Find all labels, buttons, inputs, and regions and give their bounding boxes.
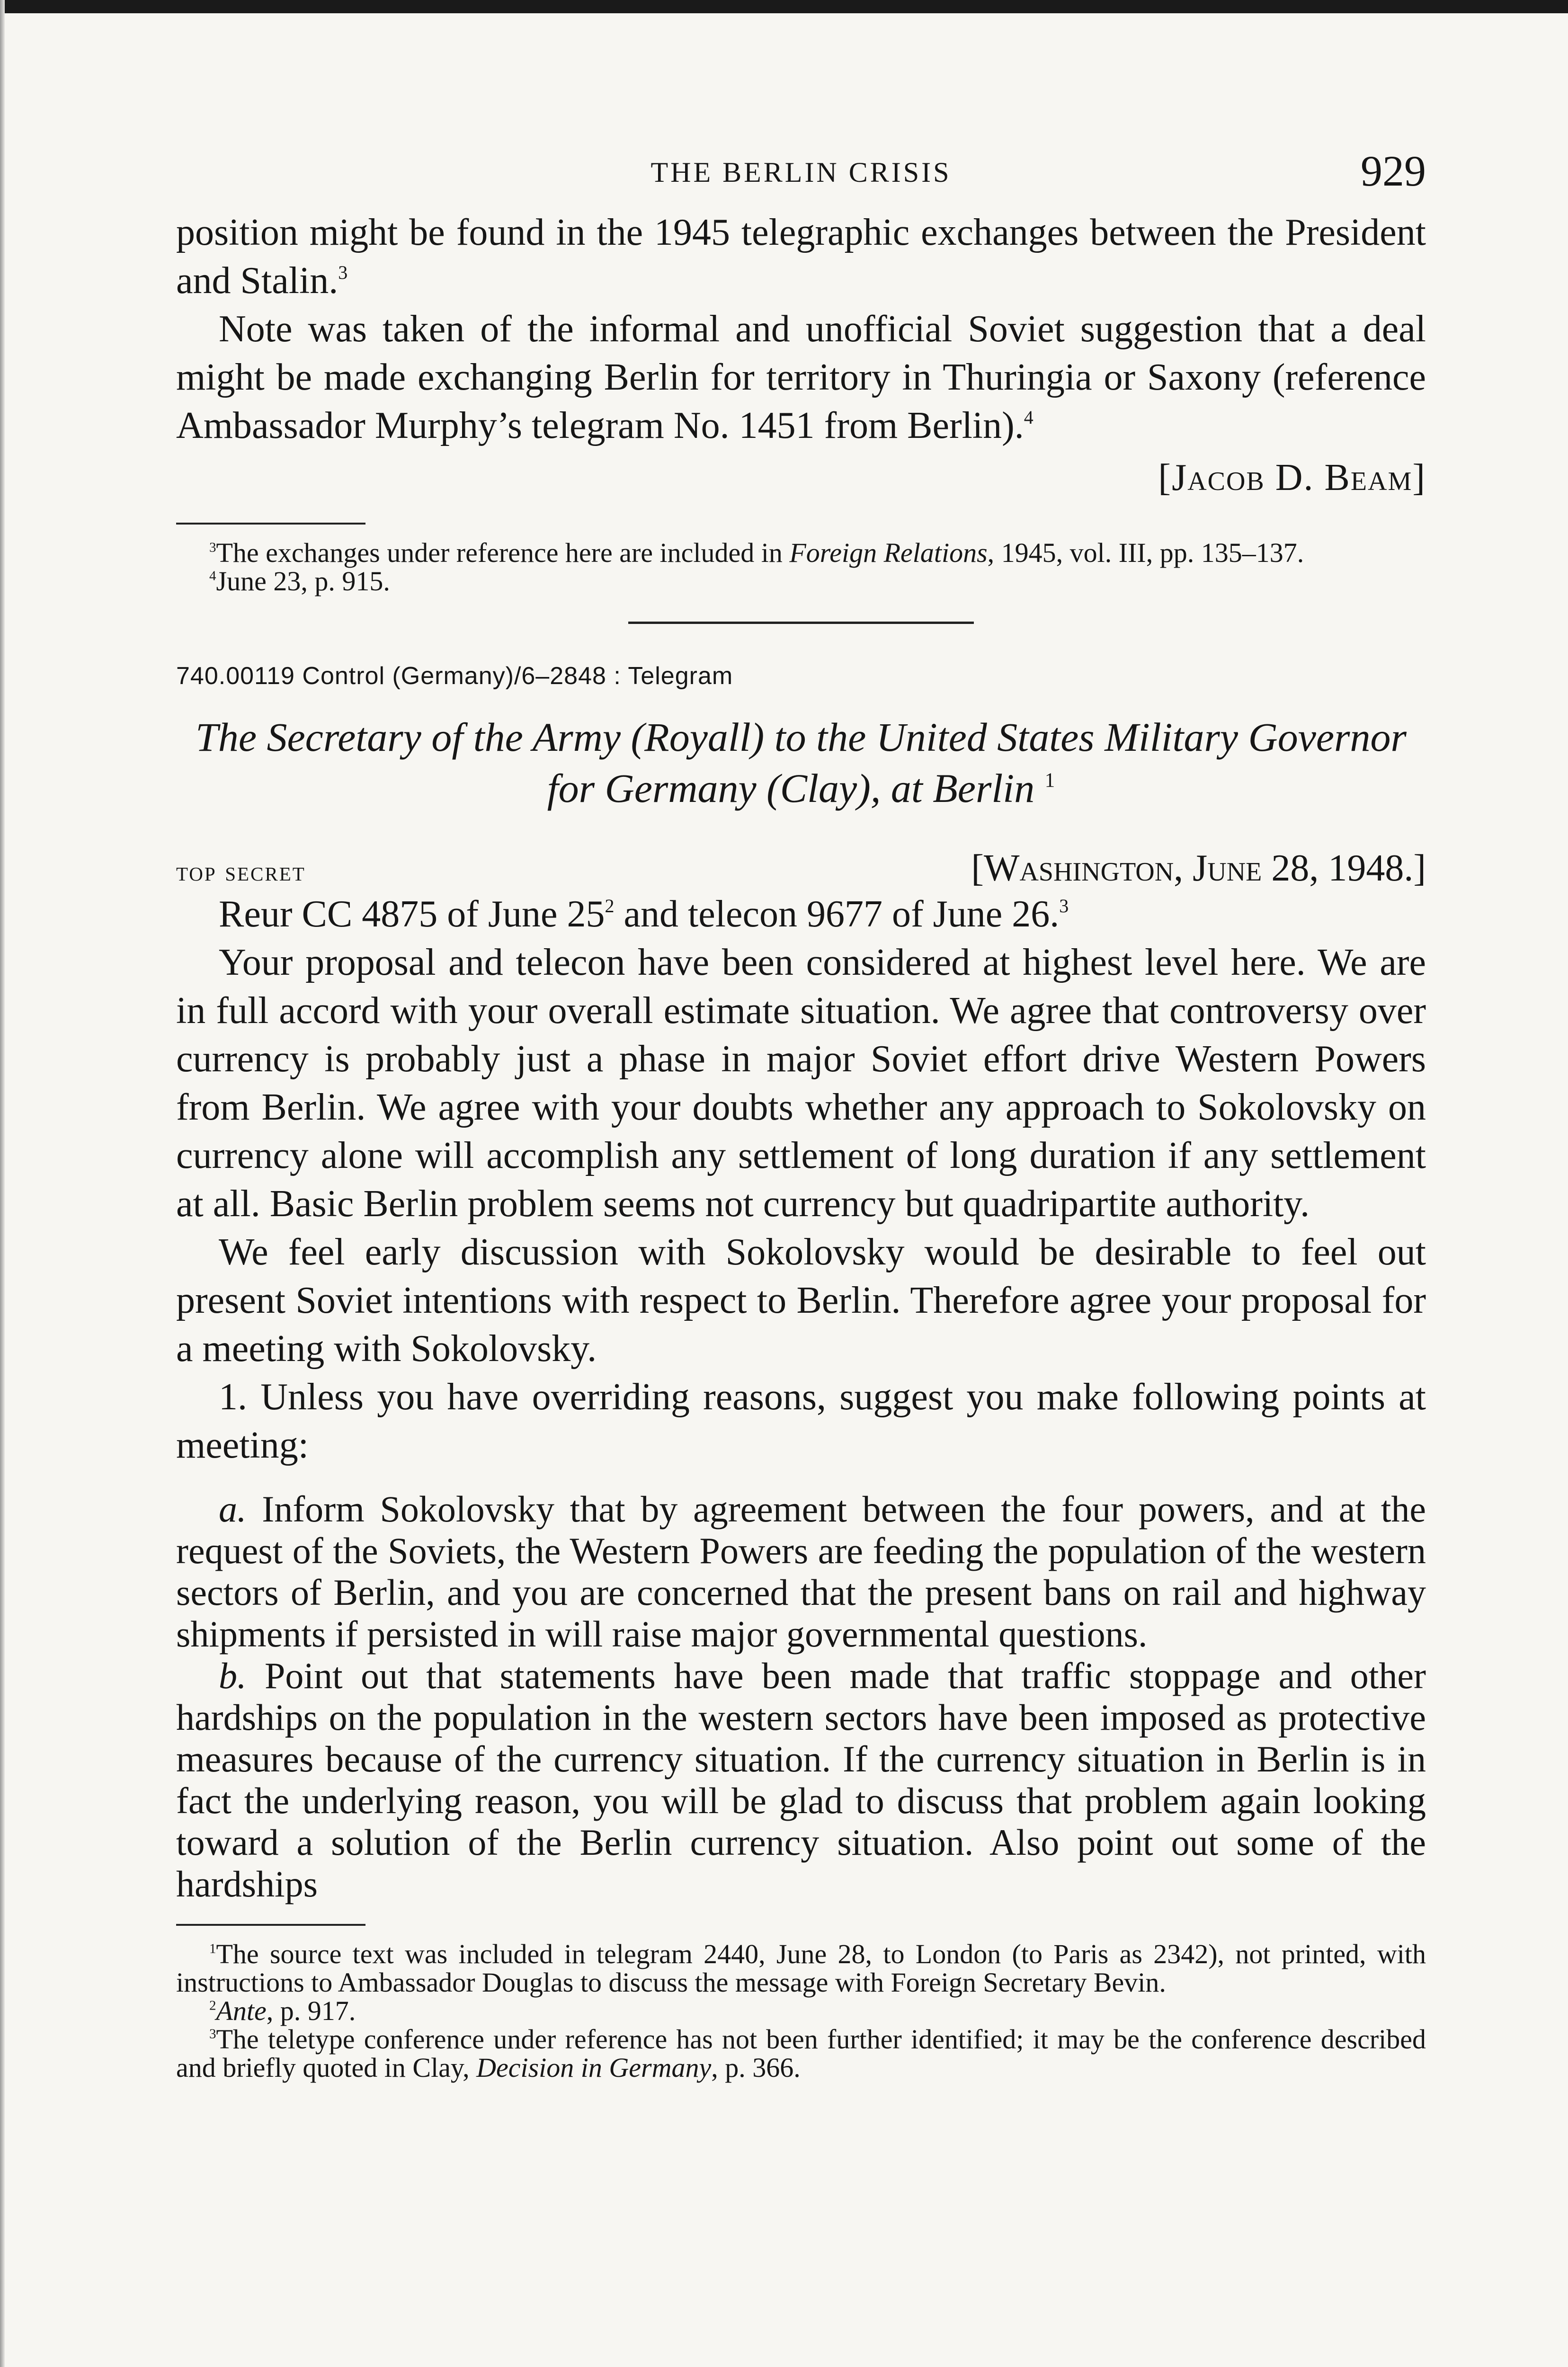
- reference-line: [176, 890, 1426, 938]
- footnote-text: The source text was included in telegram 2440, June 28, to London (to Paris as 2342), not printed, with instructions to Ambassador Douglas to discuss the message with Foreign Secretary Bevin.: [176, 1939, 1426, 1998]
- running-title: THE BERLIN CRISIS: [650, 157, 952, 188]
- scan-top-edge: [0, 0, 1568, 13]
- page-number: 929: [1361, 147, 1426, 195]
- document-header: [176, 847, 1426, 890]
- footnote-text: , p. 366.: [711, 2052, 801, 2083]
- footnote-ref: 2: [605, 895, 615, 917]
- point-label: b.: [219, 1655, 247, 1696]
- footnote-mark: 4: [209, 568, 216, 584]
- point-text: Inform Sokolovsky that by agreement between the four powers, and at the request of the Soviets, the Western Powers are feeding the population of the western sectors of Berlin, and you are concerned that the present bans on rail and highway shipments if persisted in will raise major governmental questions.: [176, 1488, 1426, 1655]
- footnote-text: The teletype conference under reference has not been further identified; it may be the conference described and briefly quoted in Clay,: [176, 2024, 1426, 2083]
- footnote-text: June 23, p. 915.: [216, 566, 390, 596]
- footnote-italic-text: Foreign Relations: [789, 537, 988, 568]
- document-title: [176, 712, 1426, 814]
- footnote-mark: 3: [209, 540, 216, 555]
- paragraph: 1. Unless you have overriding reasons, suggest you make following points at meeting:: [176, 1376, 1426, 1466]
- paragraph: Your proposal and telecon have been considered at highest level here. We are in full accord with your overall estimate situation. We agree that controversy over currency is probably just a phase in major Soviet effort drive Western Powers from Berlin. We agree with your doubts whether any approach to Sokolovsky on currency alone will accomplish any settlement of long duration if any settlement at all. Basic Berlin problem seems not currency but quadripartite authority.: [176, 942, 1426, 1225]
- footnote: [176, 539, 1426, 567]
- footnote: [176, 1940, 1426, 1997]
- running-head: [176, 137, 1426, 208]
- footnote-rule: [176, 1924, 365, 1926]
- place-date: [Washington, June 28, 1948.]: [971, 847, 1426, 889]
- signature: [Jacob D. Beam]: [1158, 457, 1426, 498]
- document-page: [176, 137, 1426, 2082]
- footnote-italic-text: Decision in Germany: [476, 2052, 712, 2083]
- footnote-ref: 3: [338, 262, 348, 283]
- paragraph-text: Note was taken of the informal and unofficial Soviet suggestion that a deal might be made exchanging Berlin for territory in Thuringia or Saxony (reference Ambassador Murphy’s telegram No. 1451 from Berlin).: [176, 308, 1426, 446]
- footnote-ref: 4: [1024, 407, 1033, 428]
- doc-footnotes: [176, 1940, 1426, 2082]
- footnote-text: , p. 917.: [266, 1995, 356, 2026]
- paragraph: We feel early discussion with Sokolovsky would be desirable to feel out present Soviet intentions with respect to Berlin. Therefore agree your proposal for a meeting with Sokolovsky.: [176, 1231, 1426, 1370]
- footnote-italic-text: Ante: [216, 1995, 267, 2026]
- file-reference: 740.00119 Control (Germany)/6–2848 : Telegram: [176, 662, 733, 690]
- footnote-ref: 3: [1059, 895, 1069, 917]
- prev-doc-footnotes: [176, 539, 1426, 596]
- point-b: [176, 1655, 1426, 1905]
- footnote-mark: 1: [209, 1941, 216, 1957]
- continued-paragraph: [176, 208, 1426, 305]
- footnote-text: The exchanges under reference here are included in: [216, 537, 790, 568]
- point-label: a.: [219, 1488, 247, 1530]
- footnote-rule: [176, 523, 365, 525]
- footnote: [176, 2025, 1426, 2082]
- footnote-mark: 2: [209, 1998, 216, 2013]
- scan-left-edge: [0, 0, 5, 2367]
- footnote-ref: 1: [1044, 769, 1055, 792]
- paragraph: [176, 305, 1426, 450]
- footnote-mark: 3: [209, 2026, 216, 2042]
- footnote: [176, 567, 1426, 596]
- footnote: [176, 1997, 1426, 2025]
- point-a: [176, 1488, 1426, 1655]
- classification-label: top secret: [176, 856, 306, 887]
- footnote-text: , 1945, vol. III, pp. 135–137.: [987, 537, 1304, 568]
- reference-text: Reur CC 4875 of June 25: [219, 893, 605, 935]
- point-text: Point out that statements have been made that traffic stoppage and other hardships on the population in the western sectors have been imposed as protective measures because of the currency situation. If the currency situation in Berlin is in fact the underlying reason, you will be glad to discuss that problem again looking toward a solution of the Berlin currency situation. Also point out some of the hardships: [176, 1655, 1426, 1904]
- continued-paragraph-text: position might be found in the 1945 telegraphic exchanges between the President and Stalin.: [176, 212, 1426, 302]
- document-title-text: The Secretary of the Army (Royall) to the United States Military Governor for Germany (Clay), at Berlin: [196, 714, 1407, 811]
- document-separator: [628, 622, 974, 624]
- reference-text: and telecon 9677 of June 26.: [614, 893, 1060, 935]
